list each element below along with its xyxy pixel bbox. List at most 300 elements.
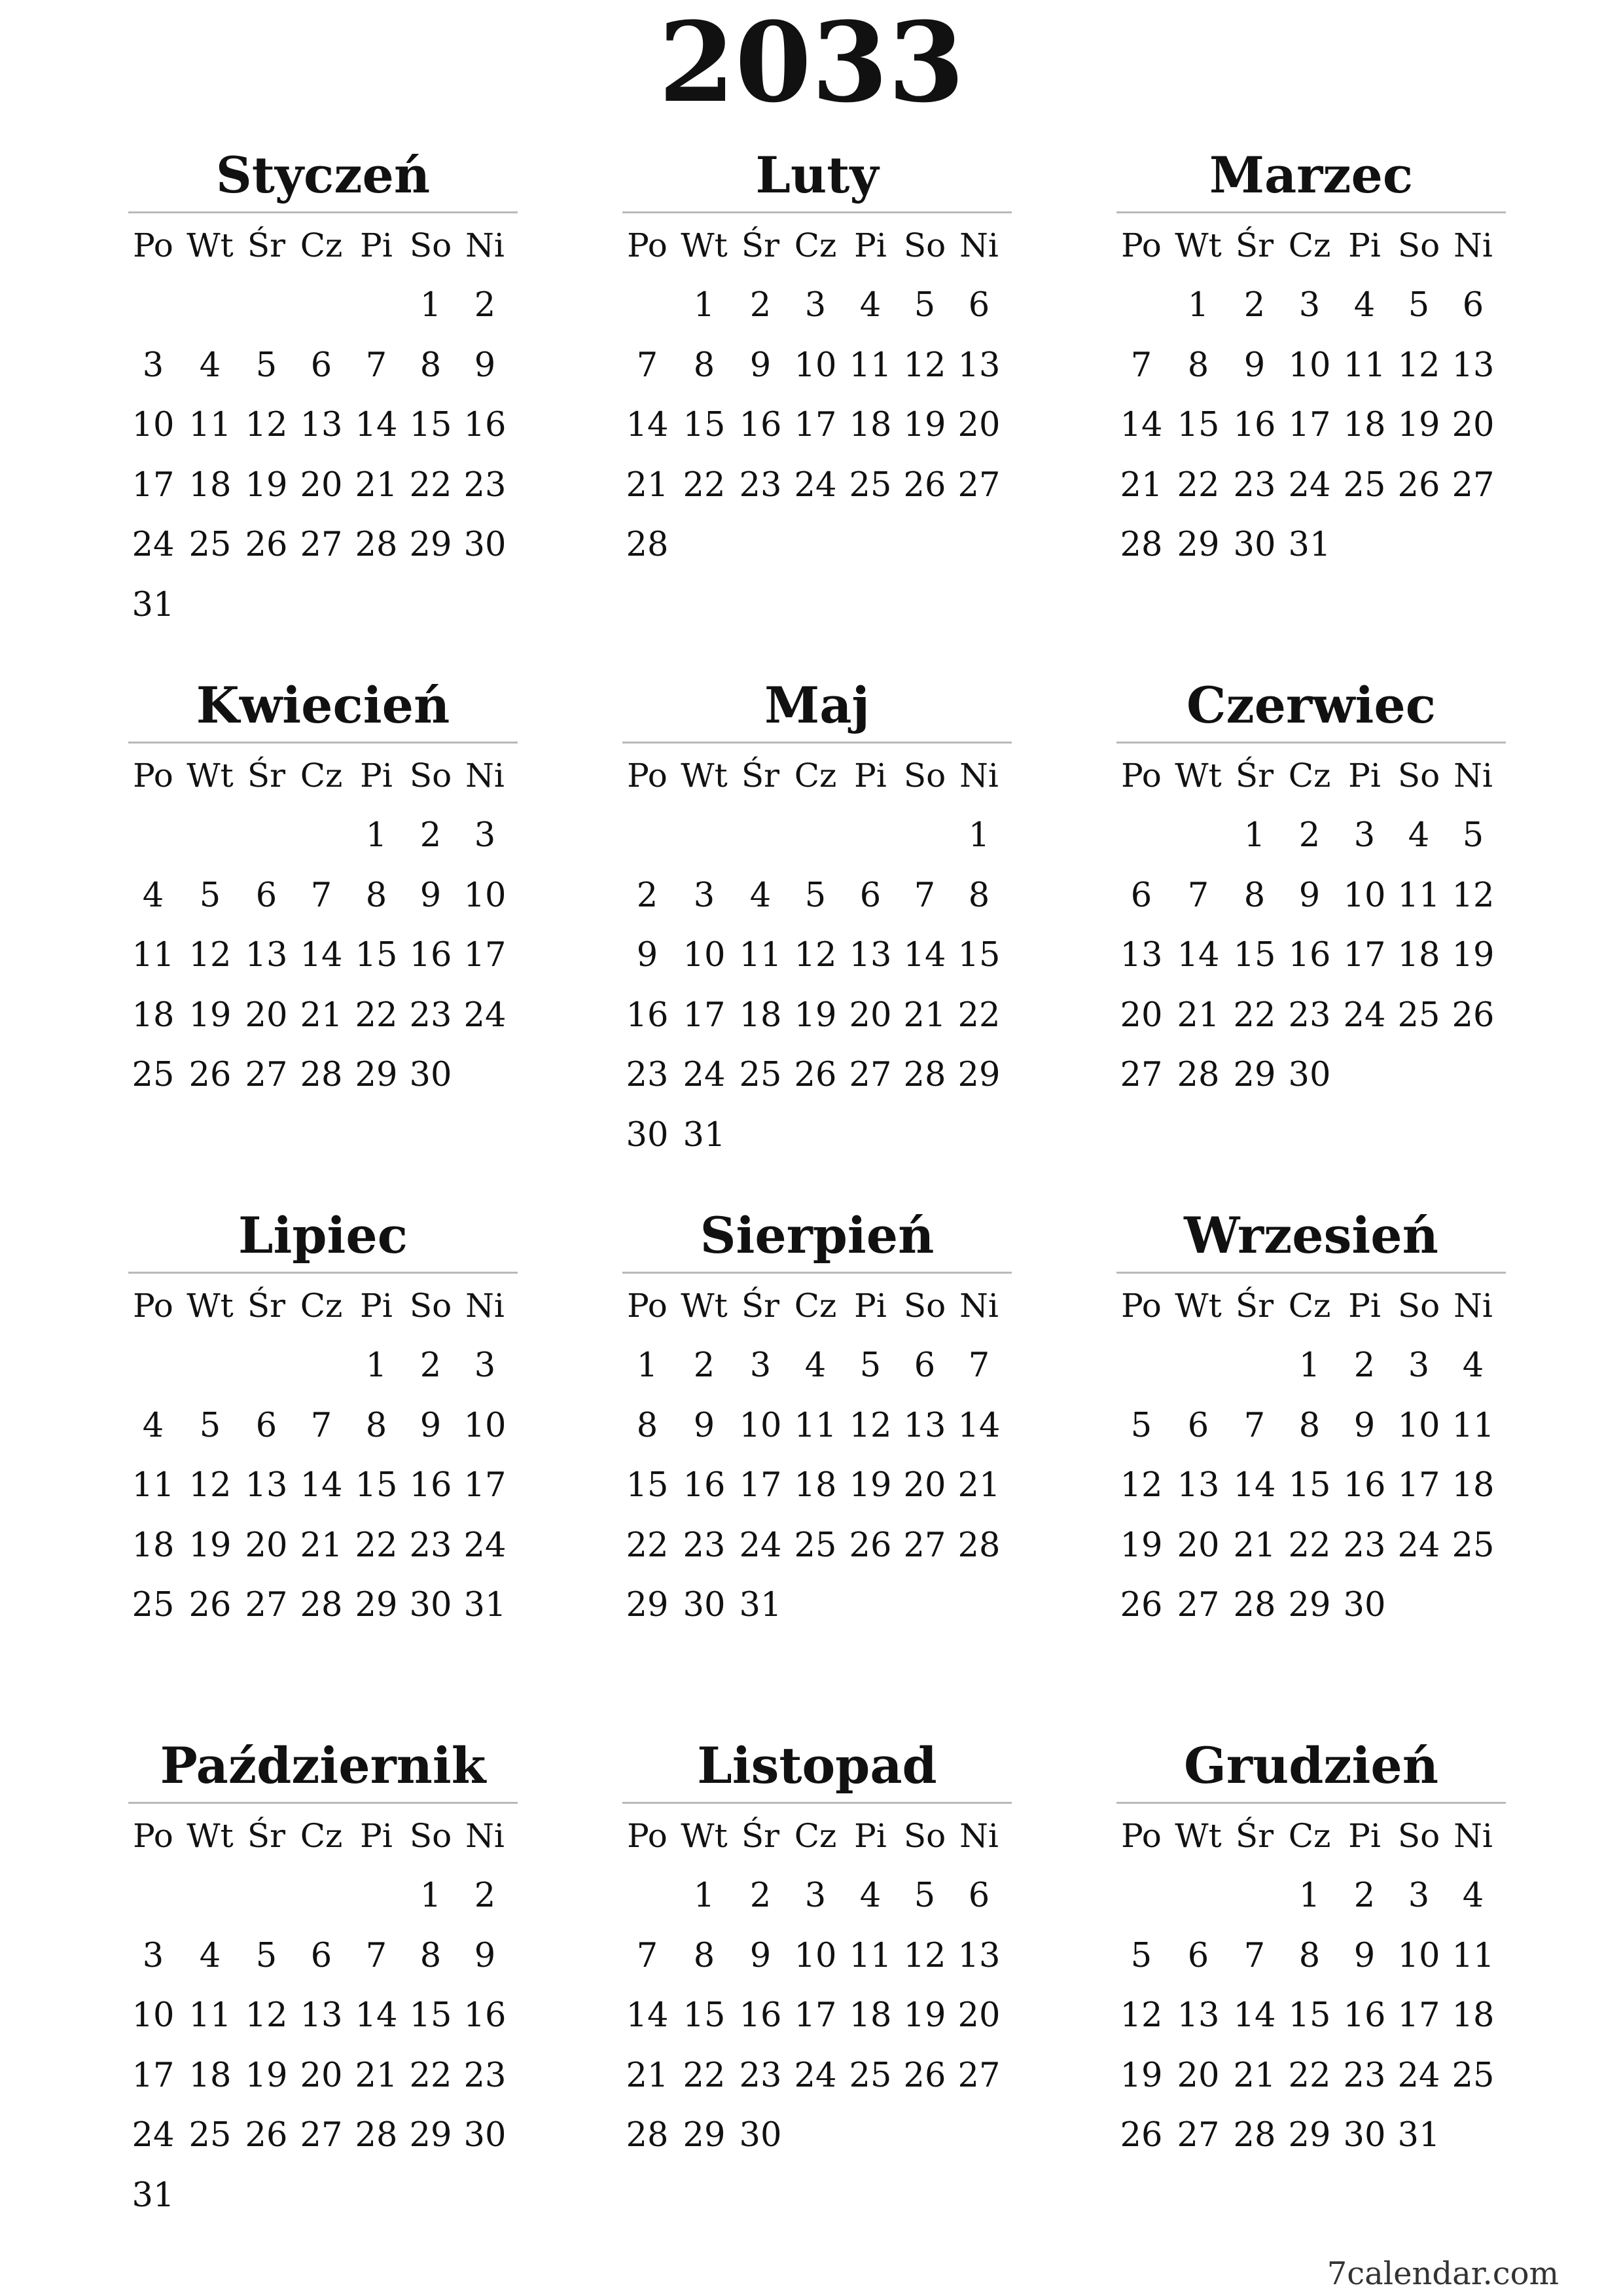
weekday-header: Śr bbox=[1235, 1287, 1274, 1325]
day-cell: 13 bbox=[903, 1406, 946, 1445]
day-cell: 16 bbox=[1288, 936, 1331, 975]
day-cell: 23 bbox=[626, 1056, 669, 1094]
day-cell: 12 bbox=[245, 406, 288, 444]
weekday-header: Po bbox=[133, 1287, 173, 1325]
day-cell: 8 bbox=[1298, 1406, 1321, 1445]
day-cell: 25 bbox=[1452, 2056, 1495, 2095]
day-cell: 8 bbox=[419, 1936, 442, 1975]
day-cell: 19 bbox=[188, 996, 232, 1035]
day-cell: 2 bbox=[1243, 286, 1266, 325]
day-cell: 2 bbox=[474, 286, 496, 325]
day-cell: 26 bbox=[188, 1586, 232, 1624]
day-cell: 5 bbox=[255, 346, 277, 385]
day-cell: 30 bbox=[1343, 2116, 1386, 2155]
day-cell: 30 bbox=[626, 1115, 669, 1155]
day-cell: 20 bbox=[300, 2056, 343, 2095]
day-cell: 24 bbox=[739, 1526, 782, 1565]
day-cell: 12 bbox=[188, 1466, 232, 1505]
day-cell: 8 bbox=[365, 876, 387, 915]
day-cell: 5 bbox=[859, 1346, 882, 1385]
day-cell: 6 bbox=[1462, 286, 1484, 325]
day-cell: 19 bbox=[903, 406, 946, 444]
day-cell: 23 bbox=[1343, 2056, 1386, 2095]
day-cell: 30 bbox=[739, 2116, 782, 2155]
day-cell: 24 bbox=[1288, 465, 1331, 505]
day-cell: 14 bbox=[957, 1406, 1001, 1445]
day-cell: 5 bbox=[804, 876, 827, 915]
day-cell: 4 bbox=[1353, 286, 1376, 325]
day-cell: 22 bbox=[409, 2056, 452, 2095]
day-cell: 20 bbox=[1177, 2056, 1220, 2095]
day-cell: 18 bbox=[794, 1466, 837, 1505]
day-cell: 6 bbox=[1130, 876, 1152, 915]
day-cell: 8 bbox=[365, 1406, 387, 1445]
day-cell: 11 bbox=[1452, 1406, 1495, 1445]
month-name: Styczeń bbox=[215, 146, 431, 204]
day-cell: 15 bbox=[683, 406, 726, 444]
month-divider bbox=[1116, 1272, 1506, 1274]
day-cell: 6 bbox=[914, 1346, 936, 1385]
month-12 bbox=[1116, 1731, 1506, 2202]
day-cell: 7 bbox=[365, 346, 387, 385]
weekday-header: Wt bbox=[1175, 1287, 1222, 1325]
day-cell: 11 bbox=[188, 406, 232, 444]
weekday-header: Pi bbox=[360, 1287, 393, 1325]
day-cell: 6 bbox=[968, 1876, 990, 1915]
day-cell: 7 bbox=[1243, 1936, 1266, 1975]
day-cell: 24 bbox=[132, 526, 175, 564]
day-cell: 29 bbox=[409, 526, 452, 564]
day-cell: 1 bbox=[1187, 286, 1209, 325]
day-cell: 11 bbox=[132, 936, 175, 975]
day-cell: 1 bbox=[636, 1346, 658, 1385]
weekday-header: Ni bbox=[959, 1817, 999, 1855]
month-divider bbox=[128, 1272, 518, 1274]
day-cell: 4 bbox=[749, 876, 772, 915]
day-cell: 30 bbox=[1343, 1586, 1386, 1624]
day-cell: 6 bbox=[859, 876, 882, 915]
month-4 bbox=[128, 671, 518, 1142]
day-cell: 16 bbox=[1343, 1996, 1386, 2035]
day-cell: 18 bbox=[132, 996, 175, 1035]
day-cell: 3 bbox=[142, 1936, 164, 1975]
footer-site-label: 7calendar.com bbox=[1327, 2255, 1559, 2292]
day-cell: 14 bbox=[355, 406, 398, 444]
weekday-header: Po bbox=[627, 1287, 668, 1325]
day-cell: 24 bbox=[794, 2056, 837, 2095]
day-cell: 15 bbox=[409, 406, 452, 444]
day-cell: 15 bbox=[1288, 1466, 1331, 1505]
day-cell: 13 bbox=[957, 1936, 1001, 1975]
day-cell: 18 bbox=[849, 406, 892, 444]
day-cell: 12 bbox=[903, 1936, 946, 1975]
day-cell: 27 bbox=[849, 1056, 892, 1094]
day-cell: 11 bbox=[794, 1406, 837, 1445]
day-cell: 28 bbox=[300, 1586, 343, 1624]
month-divider bbox=[1116, 742, 1506, 744]
day-cell: 13 bbox=[1120, 936, 1163, 975]
month-divider bbox=[622, 1802, 1012, 1804]
day-cell: 10 bbox=[1397, 1936, 1440, 1975]
day-cell: 21 bbox=[355, 2056, 398, 2095]
day-cell: 17 bbox=[463, 1466, 507, 1505]
weekday-header: Cz bbox=[300, 1287, 343, 1325]
weekday-header: So bbox=[903, 226, 946, 264]
day-cell: 3 bbox=[142, 346, 164, 385]
month-name: Grudzień bbox=[1184, 1736, 1438, 1795]
day-cell: 28 bbox=[355, 526, 398, 564]
day-cell: 12 bbox=[188, 936, 232, 975]
day-cell: 3 bbox=[1298, 286, 1321, 325]
day-cell: 19 bbox=[1397, 406, 1440, 444]
day-cell: 10 bbox=[739, 1406, 782, 1445]
day-cell: 15 bbox=[1288, 1996, 1331, 2035]
day-cell: 5 bbox=[914, 286, 936, 325]
day-cell: 28 bbox=[355, 2116, 398, 2155]
day-cell: 31 bbox=[739, 1586, 782, 1624]
day-cell: 27 bbox=[957, 2056, 1001, 2095]
day-cell: 22 bbox=[626, 1526, 669, 1565]
month-2 bbox=[622, 141, 1012, 612]
day-cell: 8 bbox=[1187, 346, 1209, 385]
day-cell: 24 bbox=[794, 465, 837, 505]
weekday-header: Pi bbox=[360, 226, 393, 264]
day-cell: 13 bbox=[1452, 346, 1495, 385]
day-cell: 21 bbox=[355, 465, 398, 505]
weekday-header: So bbox=[903, 757, 946, 795]
day-cell: 14 bbox=[300, 1466, 343, 1505]
day-cell: 11 bbox=[849, 346, 892, 385]
day-cell: 28 bbox=[957, 1526, 1001, 1565]
day-cell: 4 bbox=[804, 1346, 827, 1385]
day-cell: 2 bbox=[474, 1876, 496, 1915]
day-cell: 18 bbox=[1452, 1996, 1495, 2035]
month-divider bbox=[622, 742, 1012, 744]
day-cell: 12 bbox=[903, 346, 946, 385]
day-cell: 28 bbox=[1120, 526, 1163, 564]
day-cell: 29 bbox=[409, 2116, 452, 2155]
weekday-header: Pi bbox=[854, 1287, 887, 1325]
day-cell: 13 bbox=[957, 346, 1001, 385]
day-cell: 4 bbox=[199, 346, 221, 385]
day-cell: 19 bbox=[245, 465, 288, 505]
weekday-header: Śr bbox=[741, 1287, 780, 1325]
weekday-header: Pi bbox=[1348, 226, 1381, 264]
day-cell: 4 bbox=[142, 876, 164, 915]
day-cell: 22 bbox=[1288, 2056, 1331, 2095]
day-cell: 29 bbox=[626, 1586, 669, 1624]
day-cell: 12 bbox=[245, 1996, 288, 2035]
day-cell: 23 bbox=[1288, 996, 1331, 1035]
day-cell: 23 bbox=[739, 2056, 782, 2095]
weekday-header: Po bbox=[1121, 226, 1162, 264]
weekday-header: Po bbox=[627, 226, 668, 264]
day-cell: 19 bbox=[1120, 2056, 1163, 2095]
day-cell: 18 bbox=[739, 996, 782, 1035]
day-cell: 19 bbox=[245, 2056, 288, 2095]
day-cell: 6 bbox=[255, 1406, 277, 1445]
day-cell: 14 bbox=[903, 936, 946, 975]
weekday-header: Cz bbox=[1288, 1817, 1331, 1855]
weekday-header: So bbox=[409, 226, 452, 264]
day-cell: 17 bbox=[132, 465, 175, 505]
weekday-header: Pi bbox=[854, 1817, 887, 1855]
day-cell: 5 bbox=[199, 1406, 221, 1445]
day-cell: 25 bbox=[1397, 996, 1440, 1035]
weekday-header: So bbox=[1397, 1287, 1440, 1325]
day-cell: 28 bbox=[1233, 1586, 1276, 1624]
day-cell: 7 bbox=[1243, 1406, 1266, 1445]
day-cell: 5 bbox=[914, 1876, 936, 1915]
day-cell: 16 bbox=[1233, 406, 1276, 444]
day-cell: 17 bbox=[739, 1466, 782, 1505]
day-cell: 6 bbox=[1187, 1936, 1209, 1975]
day-cell: 3 bbox=[804, 286, 827, 325]
weekday-header: Cz bbox=[794, 757, 837, 795]
day-cell: 3 bbox=[1408, 1876, 1430, 1915]
weekday-header: Śr bbox=[247, 1287, 286, 1325]
weekday-header: Ni bbox=[465, 226, 505, 264]
month-divider bbox=[128, 742, 518, 744]
day-cell: 13 bbox=[300, 406, 343, 444]
day-cell: 15 bbox=[355, 936, 398, 975]
day-cell: 12 bbox=[1120, 1466, 1163, 1505]
weekday-header: Wt bbox=[187, 226, 234, 264]
day-cell: 7 bbox=[968, 1346, 990, 1385]
day-cell: 11 bbox=[1397, 876, 1440, 915]
day-cell: 11 bbox=[739, 936, 782, 975]
day-cell: 26 bbox=[1120, 2116, 1163, 2155]
weekday-header: Cz bbox=[300, 1817, 343, 1855]
weekday-header: Cz bbox=[1288, 757, 1331, 795]
day-cell: 20 bbox=[245, 1526, 288, 1565]
day-cell: 7 bbox=[365, 1936, 387, 1975]
day-cell: 18 bbox=[1397, 936, 1440, 975]
weekday-header: Ni bbox=[959, 1287, 999, 1325]
day-cell: 17 bbox=[1288, 406, 1331, 444]
day-cell: 27 bbox=[1177, 2116, 1220, 2155]
day-cell: 16 bbox=[463, 406, 507, 444]
weekday-header: Wt bbox=[681, 757, 728, 795]
day-cell: 3 bbox=[749, 1346, 772, 1385]
day-cell: 13 bbox=[1177, 1996, 1220, 2035]
day-cell: 29 bbox=[355, 1586, 398, 1624]
day-cell: 29 bbox=[683, 2116, 726, 2155]
weekday-header: Cz bbox=[794, 1817, 837, 1855]
day-cell: 4 bbox=[859, 286, 882, 325]
day-cell: 5 bbox=[255, 1936, 277, 1975]
day-cell: 1 bbox=[693, 286, 715, 325]
day-cell: 15 bbox=[1177, 406, 1220, 444]
day-cell: 13 bbox=[245, 936, 288, 975]
day-cell: 21 bbox=[1120, 465, 1163, 505]
day-cell: 18 bbox=[1452, 1466, 1495, 1505]
weekday-header: Ni bbox=[959, 757, 999, 795]
day-cell: 27 bbox=[957, 465, 1001, 505]
day-cell: 25 bbox=[188, 526, 232, 564]
day-cell: 15 bbox=[626, 1466, 669, 1505]
day-cell: 14 bbox=[355, 1996, 398, 2035]
day-cell: 4 bbox=[1462, 1876, 1484, 1915]
day-cell: 30 bbox=[463, 526, 507, 564]
day-cell: 9 bbox=[749, 1936, 772, 1975]
day-cell: 16 bbox=[739, 406, 782, 444]
month-7 bbox=[128, 1201, 518, 1672]
day-cell: 21 bbox=[1177, 996, 1220, 1035]
day-cell: 8 bbox=[968, 876, 990, 915]
day-cell: 21 bbox=[903, 996, 946, 1035]
weekday-header: Cz bbox=[794, 226, 837, 264]
day-cell: 13 bbox=[849, 936, 892, 975]
day-cell: 28 bbox=[626, 2116, 669, 2155]
weekday-header: Śr bbox=[741, 1817, 780, 1855]
day-cell: 12 bbox=[1120, 1996, 1163, 2035]
day-cell: 29 bbox=[355, 1056, 398, 1094]
day-cell: 21 bbox=[300, 1526, 343, 1565]
day-cell: 7 bbox=[636, 1936, 658, 1975]
day-cell: 30 bbox=[409, 1586, 452, 1624]
weekday-header: Cz bbox=[1288, 226, 1331, 264]
day-cell: 12 bbox=[1397, 346, 1440, 385]
day-cell: 23 bbox=[463, 2056, 507, 2095]
day-cell: 24 bbox=[132, 2116, 175, 2155]
day-cell: 30 bbox=[1233, 526, 1276, 564]
day-cell: 25 bbox=[849, 465, 892, 505]
weekday-header: Po bbox=[133, 226, 173, 264]
day-cell: 22 bbox=[355, 1526, 398, 1565]
month-name: Październik bbox=[160, 1736, 486, 1795]
day-cell: 29 bbox=[1288, 1586, 1331, 1624]
day-cell: 6 bbox=[310, 346, 332, 385]
day-cell: 30 bbox=[683, 1586, 726, 1624]
day-cell: 10 bbox=[794, 346, 837, 385]
day-cell: 17 bbox=[794, 406, 837, 444]
day-cell: 16 bbox=[683, 1466, 726, 1505]
month-11 bbox=[622, 1731, 1012, 2202]
day-cell: 13 bbox=[300, 1996, 343, 2035]
day-cell: 12 bbox=[1452, 876, 1495, 915]
day-cell: 9 bbox=[693, 1406, 715, 1445]
weekday-header: Wt bbox=[187, 757, 234, 795]
day-cell: 7 bbox=[310, 876, 332, 915]
weekday-header: Śr bbox=[741, 757, 780, 795]
day-cell: 14 bbox=[626, 1996, 669, 2035]
day-cell: 23 bbox=[409, 1526, 452, 1565]
day-cell: 15 bbox=[1233, 936, 1276, 975]
weekday-header: Ni bbox=[1454, 1817, 1493, 1855]
weekday-header: Ni bbox=[1454, 757, 1493, 795]
day-cell: 17 bbox=[794, 1996, 837, 2035]
day-cell: 6 bbox=[968, 286, 990, 325]
day-cell: 6 bbox=[255, 876, 277, 915]
day-cell: 20 bbox=[849, 996, 892, 1035]
day-cell: 16 bbox=[626, 996, 669, 1035]
day-cell: 20 bbox=[1452, 406, 1495, 444]
weekday-header: Po bbox=[133, 757, 173, 795]
day-cell: 25 bbox=[132, 1586, 175, 1624]
day-cell: 3 bbox=[693, 876, 715, 915]
weekday-header: Wt bbox=[1175, 757, 1222, 795]
day-cell: 23 bbox=[739, 465, 782, 505]
day-cell: 26 bbox=[1452, 996, 1495, 1035]
day-cell: 15 bbox=[409, 1996, 452, 2035]
weekday-header: So bbox=[409, 1817, 452, 1855]
day-cell: 22 bbox=[957, 996, 1001, 1035]
day-cell: 25 bbox=[849, 2056, 892, 2095]
day-cell: 12 bbox=[849, 1406, 892, 1445]
day-cell: 29 bbox=[957, 1056, 1001, 1094]
day-cell: 23 bbox=[409, 996, 452, 1035]
day-cell: 2 bbox=[1353, 1346, 1376, 1385]
day-cell: 11 bbox=[132, 1466, 175, 1505]
day-cell: 28 bbox=[626, 526, 669, 564]
day-cell: 2 bbox=[419, 1346, 442, 1385]
day-cell: 1 bbox=[365, 816, 387, 855]
day-cell: 10 bbox=[1288, 346, 1331, 385]
day-cell: 4 bbox=[1408, 816, 1430, 855]
day-cell: 5 bbox=[1408, 286, 1430, 325]
day-cell: 17 bbox=[1397, 1996, 1440, 2035]
weekday-header: Śr bbox=[1235, 226, 1274, 264]
day-cell: 8 bbox=[419, 346, 442, 385]
day-cell: 9 bbox=[636, 936, 658, 975]
day-cell: 14 bbox=[300, 936, 343, 975]
page-title: 2033 bbox=[658, 0, 965, 127]
day-cell: 28 bbox=[1233, 2116, 1276, 2155]
day-cell: 19 bbox=[1120, 1526, 1163, 1565]
weekday-header: So bbox=[1397, 226, 1440, 264]
day-cell: 5 bbox=[1130, 1936, 1152, 1975]
month-name: Listopad bbox=[697, 1736, 937, 1795]
weekday-header: Pi bbox=[1348, 757, 1381, 795]
day-cell: 24 bbox=[463, 996, 507, 1035]
day-cell: 31 bbox=[1288, 526, 1331, 564]
weekday-header: Cz bbox=[794, 1287, 837, 1325]
day-cell: 1 bbox=[1298, 1346, 1321, 1385]
day-cell: 2 bbox=[1298, 816, 1321, 855]
month-name: Marzec bbox=[1209, 146, 1414, 204]
day-cell: 21 bbox=[626, 465, 669, 505]
month-name: Wrzesień bbox=[1184, 1206, 1438, 1265]
day-cell: 16 bbox=[409, 1466, 452, 1505]
day-cell: 27 bbox=[1177, 1586, 1220, 1624]
weekday-header: So bbox=[409, 757, 452, 795]
month-6 bbox=[1116, 671, 1506, 1142]
weekday-header: Śr bbox=[1235, 1817, 1274, 1855]
day-cell: 27 bbox=[1452, 465, 1495, 505]
weekday-header: Cz bbox=[1288, 1287, 1331, 1325]
day-cell: 10 bbox=[1343, 876, 1386, 915]
weekday-header: So bbox=[1397, 757, 1440, 795]
day-cell: 28 bbox=[903, 1056, 946, 1094]
day-cell: 10 bbox=[683, 936, 726, 975]
day-cell: 26 bbox=[188, 1056, 232, 1094]
day-cell: 22 bbox=[1288, 1526, 1331, 1565]
month-name: Maj bbox=[764, 676, 870, 734]
day-cell: 20 bbox=[300, 465, 343, 505]
month-divider bbox=[128, 211, 518, 213]
weekday-header: Ni bbox=[465, 1817, 505, 1855]
day-cell: 7 bbox=[1130, 346, 1152, 385]
day-cell: 30 bbox=[1288, 1056, 1331, 1094]
day-cell: 15 bbox=[355, 1466, 398, 1505]
day-cell: 25 bbox=[188, 2116, 232, 2155]
day-cell: 8 bbox=[1298, 1936, 1321, 1975]
day-cell: 2 bbox=[1353, 1876, 1376, 1915]
day-cell: 9 bbox=[1243, 346, 1266, 385]
day-cell: 1 bbox=[1243, 816, 1266, 855]
weekday-header: Wt bbox=[1175, 1817, 1222, 1855]
